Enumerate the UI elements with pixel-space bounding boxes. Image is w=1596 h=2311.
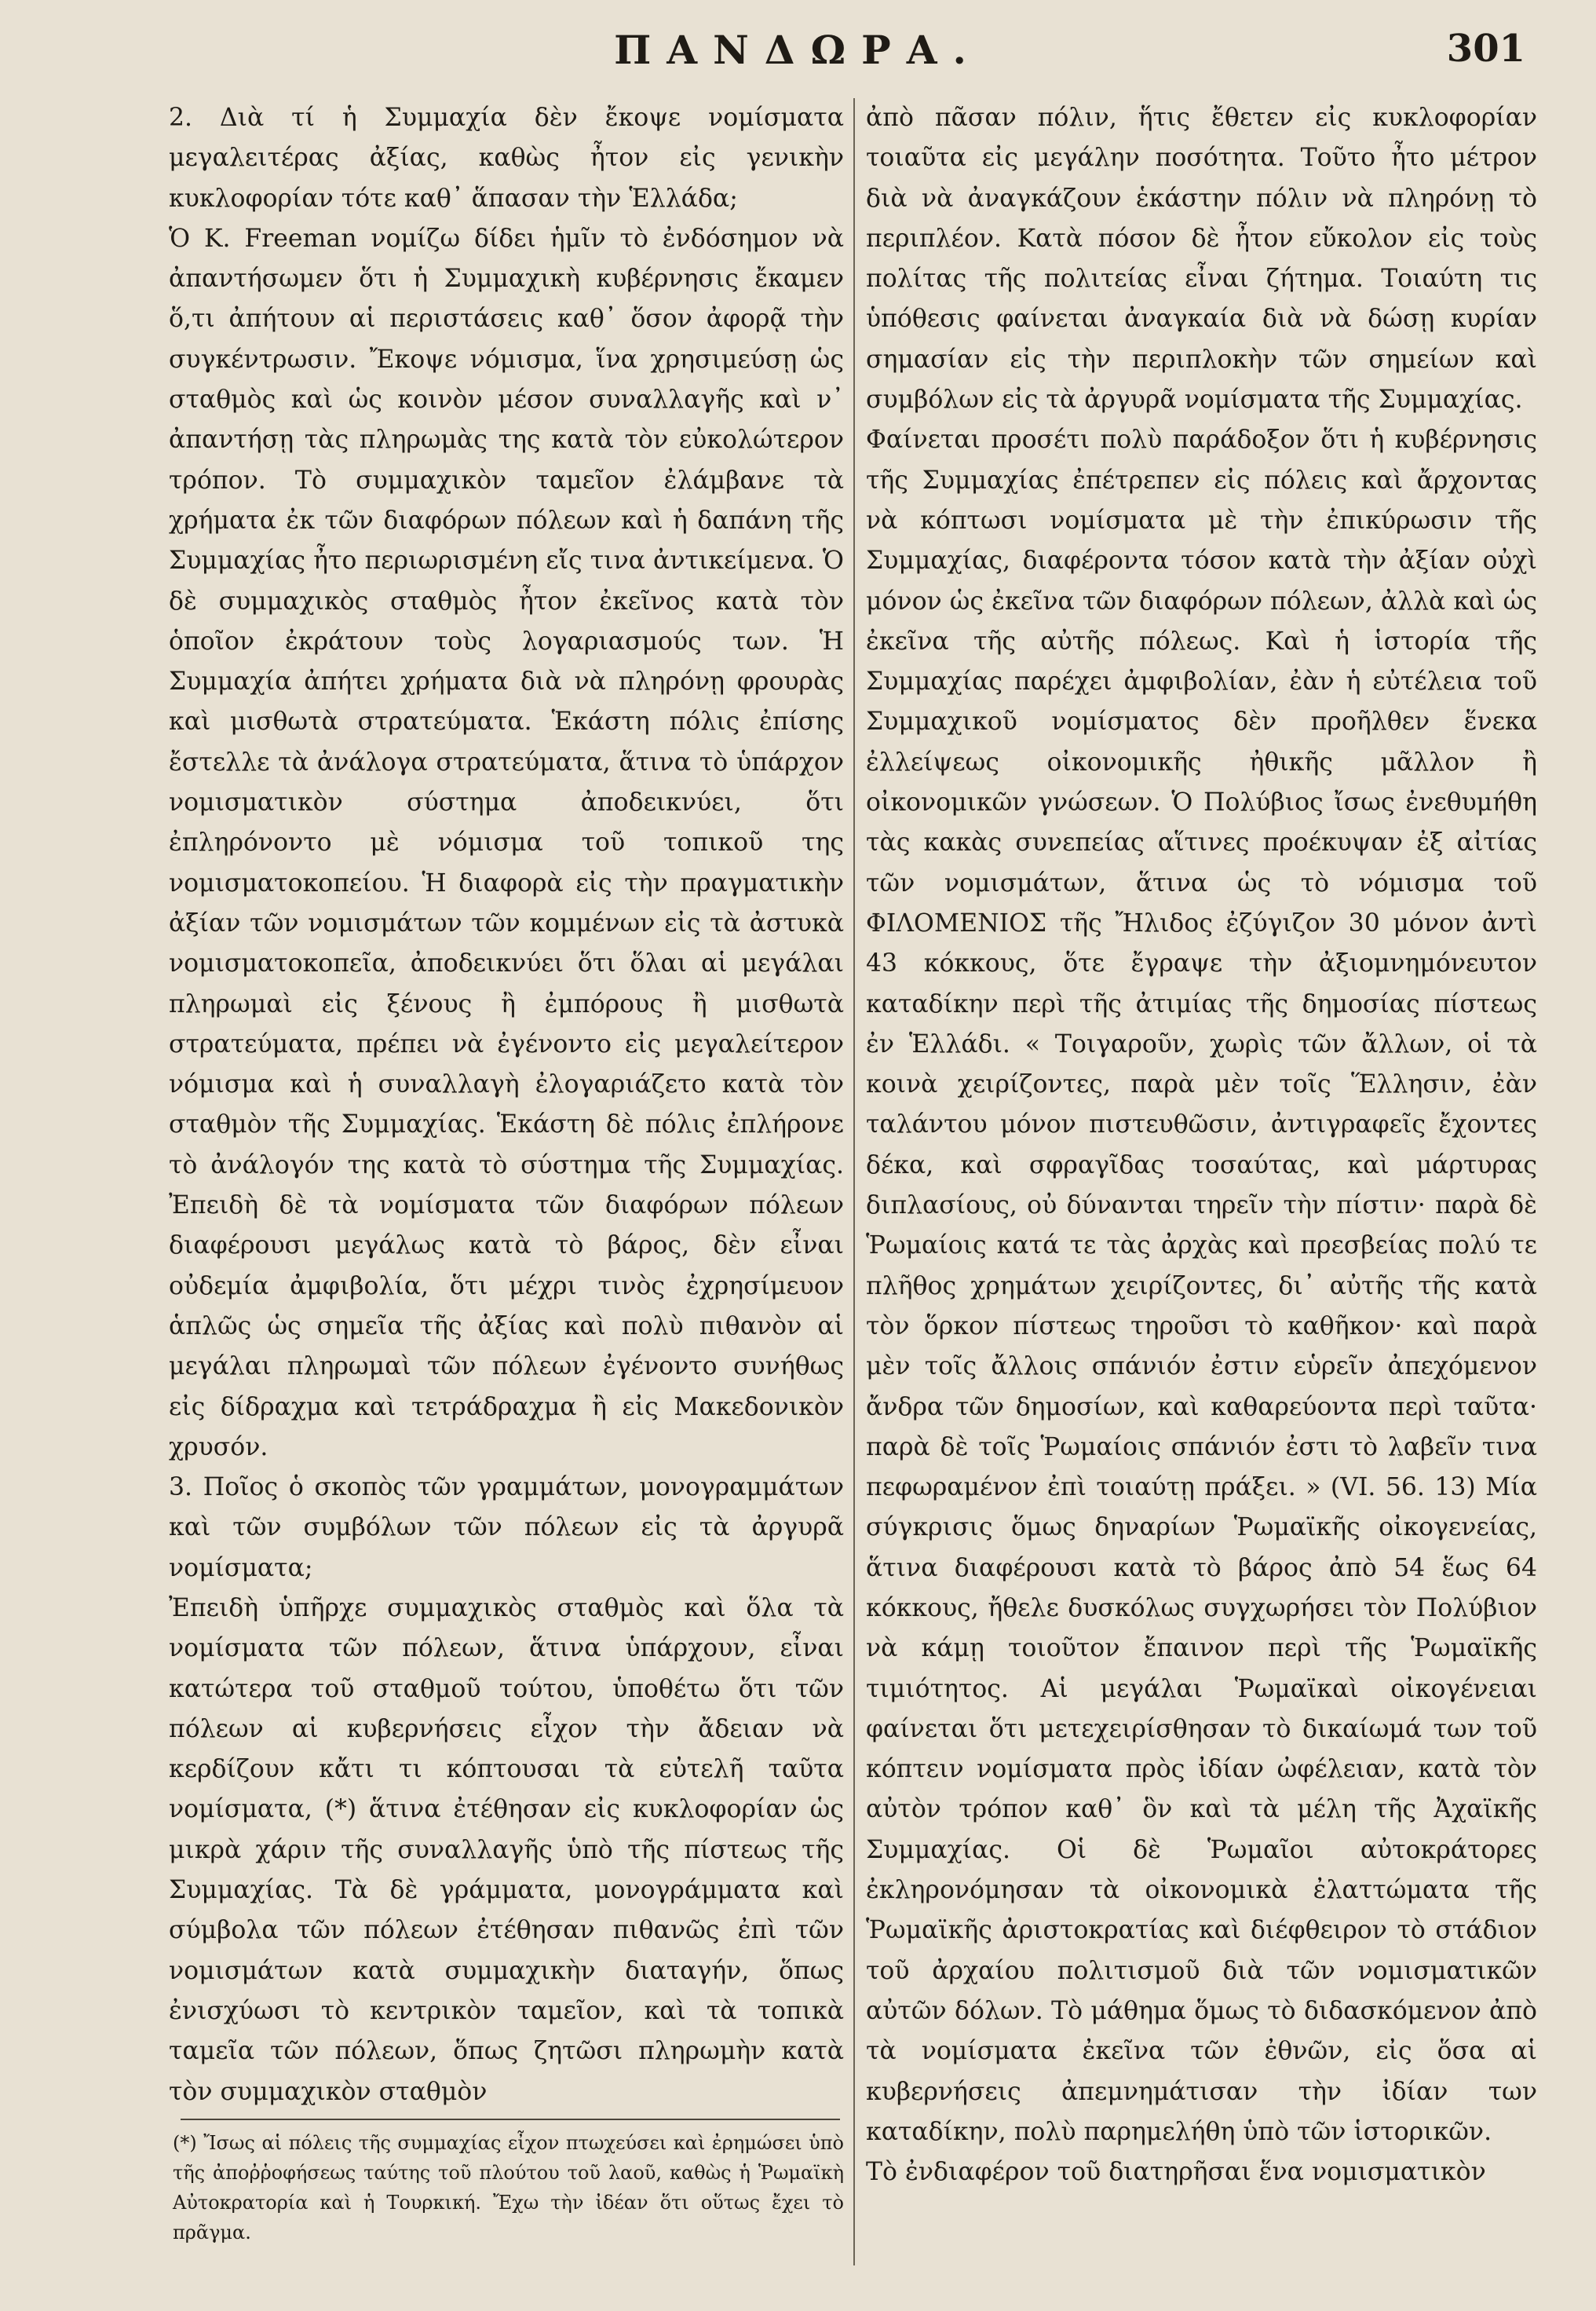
column-divider bbox=[853, 98, 855, 2265]
question-2: 2. Διὰ τί ἡ Συμμαχία δὲν ἔκοψε νομίσματα μεγαλειτέρας ἀξίας, καθὼς ἦτον εἰς γενικὴν κυκλοφορίαν τότε καθ᾽ ἅπασαν τὴν Ἑλλάδα; bbox=[169, 104, 844, 213]
answer-2: Ὁ Κ. Freeman νομίζω δίδει ἡμῖν τὸ ἐνδόσημον νὰ ἀπαντήσωμεν ὅτι ἡ Συμμαχικὴ κυβέρνησις ἔκαμεν ὅ,τι ἀπήτουν αἱ περιστάσεις καθ᾽ ὅσον ἀφορᾷ τὴν συγκέντρωσιν. Ἔκοψε νόμισμα, ἵνα χρησιμεύσῃ ὡς σταθμὸς καὶ ὡς κοινὸν μέσον συναλλαγῆς καὶ ν᾽ ἀπαντήσῃ τὰς πληρωμὰς της κατὰ τὸν εὐκολώτερον τρόπον. Τὸ συμμαχικὸν ταμεῖον ἐλάμβανε τὰ χρήματα ἐκ τῶν διαφόρων πόλεων καὶ ἡ δαπάνη τῆς Συμμαχίας ἦτο περιωρισμένη εἴς τινα ἀντικείμενα. Ὁ δὲ συμμαχικὸς σταθμὸς ἦτον ἐκεῖνος κατὰ τὸν ὁποῖον ἐκράτουν τοὺς λογαριασμούς των. Ἡ Συμμαχία ἀπήτει χρήματα διὰ νὰ πληρόνῃ φρουρὰς καὶ μισθωτὰ στρατεύματα. Ἑκάστη πόλις ἐπίσης ἔστελλε τὰ ἀνάλογα στρατεύματα, ἅτινα τὸ ὑπάρχον νομισματικὸν σύστημα ἀποδεικνύει, ὅτι ἐπληρόνοντο μὲ νόμισμα τοῦ τοπικοῦ της νομισματοκοπείου. Ἡ διαφορὰ εἰς τὴν πραγματικὴν ἀξίαν τῶν νομισμάτων τῶν κομμένων εἰς τὰ ἀστυκὰ νομισματοκοπεῖα, ἀποδεικνύει ὅτι ὅλαι αἱ μεγάλαι πληρωμαὶ εἰς ξένους ἢ ἐμπόρους ἢ μισθωτὰ στρατεύματα, πρέπει νὰ ἐγένοντο εἰς μεγαλείτερον νόμισμα καὶ ἡ συναλλαγὴ ἐλογαριάζετο κατὰ τὸν σταθμὸν τῆς Συμμαχίας. Ἑκάστη δὲ πόλις ἐπλήρονε τὸ ἀνάλογόν της κατὰ τὸ σύστημα τῆς Συμμαχίας. Ἐπειδὴ δὲ τὰ νομίσματα τῶν διαφόρων πόλεων διαφέρουσι μεγάλως κατὰ τὸ βάρος, δὲν εἶναι οὐδεμία ἀμφιβολία, ὅτι μέχρι τινὸς ἐχρησίμευον ἁπλῶς ὡς σημεῖα τῆς ἀξίας καὶ πολὺ πιθανὸν αἱ μεγάλαι πληρωμαὶ τῶν πόλεων ἐγένοντο συνήθως εἰς δίδραχμα καὶ τετράδραχμα ἢ εἰς Μακεδονικὸν χρυσόν. bbox=[169, 224, 844, 1461]
running-title: ΠΑΝΔΩΡΑ. bbox=[614, 27, 982, 73]
polybius-paragraph: Φαίνεται προσέτι πολὺ παράδοξον ὅτι ἡ κυβέρνησις τῆς Συμμαχίας ἐπέτρεπεν εἰς πόλεις καὶ ἄρχοντας νὰ κόπτωσι νομίσματα μὲ τὴν ἐπικύρωσιν τῆς Συμμαχίας, διαφέροντα τόσον κατὰ τὴν ἀξίαν οὐχὶ μόνον ὡς ἐκεῖνα τῶν διαφόρων πόλεων, ἀλλὰ καὶ ὡς ἐκεῖνα τῆς αὐτῆς πόλεως. Καὶ ἡ ἱστορία τῆς Συμμαχίας παρέχει ἀμφιβολίαν, ἐὰν ἡ εὐτέλεια τοῦ Συμμαχικοῦ νομίσματος δὲν προῆλθεν ἕνεκα ἐλλείψεως οἰκονομικῆς ἠθικῆς μᾶλλον ἢ οἰκονομικῶν γνώσεων. Ὁ Πολύβιος ἴσως ἐνεθυμήθη τὰς κακὰς συνεπείας αἵτινες προέκυψαν ἐξ αἰτίας τῶν νομισμάτων, ἅτινα ὡς τὸ νόμισμα τοῦ ΦΙΛΟΜΕΝΙΟΣ τῆς Ἤλιδος ἐζύγιζον 30 μόνον ἀντὶ 43 κόκκους, ὅτε ἔγραψε τὴν ἀξιομνημόνευτον καταδίκην περὶ τῆς ἀτιμίας τῆς δημοσίας πίστεως ἐν Ἑλλάδι. « Τοιγαροῦν, χωρὶς τῶν ἄλλων, οἱ τὰ κοινὰ χειρίζοντες, παρὰ μὲν τοῖς Ἕλλησιν, ἐὰν ταλάντου μόνον πιστευθῶσιν, ἀντιγραφεῖς ἔχοντες δέκα, καὶ σφραγῖδας τοσαύτας, καὶ μάρτυρας διπλασίους, οὐ δύνανται τηρεῖν τὴν πίστιν· παρὰ δὲ Ῥωμαίοις κατά τε τὰς ἀρχὰς καὶ πρεσβείας πολύ τε πλῆθος χρημάτων χειρίζοντες, δι᾽ αὐτῆς τῆς κατὰ τὸν ὅρκον πίστεως τηροῦσι τὸ καθῆκον· καὶ παρὰ μὲν τοῖς ἄλλοις σπάνιόν ἐστιν εὑρεῖν ἀπεχόμενον ἄνδρα τῶν δημοσίων, καὶ καθαρεύοντα περὶ ταῦτα· παρὰ δὲ τοῖς Ῥωμαίοις σπάνιόν ἐστι τὸ λαβεῖν τινα πεφωραμένον ἐπὶ τοιαύτῃ πράξει. » (VI. 56. 13) Μία σύγκρισις ὅμως δηναρίων Ῥωμαϊκῆς οἰκογενείας, ἅτινα διαφέρουσι κατὰ τὸ βάρος ἀπὸ 54 ἕως 64 κόκκους, ἤθελε δυσκόλως συγχωρήσει τὸν Πολύβιον νὰ κάμῃ τοιοῦτον ἔπαινον περὶ τῆς Ῥωμαϊκῆς τιμιότητος. Αἱ μεγάλαι Ῥωμαϊκαὶ οἰκογένειαι φαίνεται ὅτι μετεχειρίσθησαν τὸ δικαίωμά των τοῦ κόπτειν νομίσματα πρὸς ἰδίαν ὠφέλειαν, κατὰ τὸν αὐτὸν τρόπον καθ᾽ ὃν καὶ τὰ μέλη τῆς Ἀχαϊκῆς Συμμαχίας. Οἱ δὲ Ῥωμαῖοι αὐτοκράτορες ἐκληρονόμησαν τὰ οἰκονομικὰ ἐλαττώματα τῆς Ῥωμαϊκῆς ἀριστοκρατίας καὶ διέφθειρον τὸ στάδιον τοῦ ἀρχαίου πολιτισμοῦ διὰ τῶν νομισματικῶν αὐτῶν δόλων. Τὸ μάθημα ὅμως τὸ διδασκόμενον ἀπὸ τὰ νομίσματα ἐκεῖνα τῶν ἐθνῶν, εἰς ὅσα αἱ κυβερνήσεις ἀπεμνημάτισαν τὴν ἰδίαν των καταδίκην, πολὺ παρημελήθη ὑπὸ τῶν ἱστορικῶν. bbox=[866, 426, 1537, 2146]
answer-3: Ἐπειδὴ ὑπῆρχε συμμαχικὸς σταθμὸς καὶ ὅλα τὰ νομίσματα τῶν πόλεων, ἅτινα ὑπάρχουν, εἶναι κατώτερα τοῦ σταθμοῦ τούτου, ὑποθέτω ὅτι τῶν πόλεων αἱ κυβερνήσεις εἶχον τὴν ἄδειαν νὰ κερδίζουν κἄτι τι κόπτουσαι τὰ εὐτελῆ ταῦτα νομίσματα, (*) ἅτινα ἐτέθησαν εἰς κυκλοφορίαν ὡς μικρὰ χάριν τῆς συναλλαγῆς ὑπὸ τῆς πίστεως τῆς Συμμαχίας. Τὰ δὲ γράμματα, μονογράμματα καὶ σύμβολα τῶν πόλεων ἐτέθησαν πιθανῶς ἐπὶ τῶν νομισμάτων κατὰ συμμαχικὴν διαταγήν, ὅπως ἐνισχύωσι τὸ κεντρικὸν ταμεῖον, καὶ τὰ τοπικὰ ταμεῖα τῶν πόλεων, ὅπως ζητῶσι πληρωμὴν κατὰ τὸν συμμαχικὸν σταθμὸν bbox=[169, 1593, 844, 2106]
answer-3-continued: ἀπὸ πᾶσαν πόλιν, ἥτις ἔθετεν εἰς κυκλοφορίαν τοιαῦτα εἰς μεγάλην ποσότητα. Τοῦτο ἦτο μέτρον διὰ νὰ ἀναγκάζουν ἑκάστην πόλιν νὰ πληρόνῃ τὸ περιπλέον. Κατὰ πόσον δὲ ἦτον εὔκολον εἰς τοὺς πολίτας τῆς πολιτείας εἶναι ζήτημα. Τοιαύτη τις ὑπόθεσις φαίνεται ἀναγκαία διὰ νὰ δώσῃ κυρίαν σημασίαν εἰς τὴν περιπλοκὴν τῶν σημείων καὶ συμβόλων εἰς τὰ ἀργυρᾶ νομίσματα τῆς Συμμαχίας. bbox=[866, 104, 1537, 415]
question-3: 3. Ποῖος ὁ σκοπὸς τῶν γραμμάτων, μονογραμμάτων καὶ τῶν συμβόλων τῶν πόλεων εἰς τὰ ἀργυρᾶ νομίσματα; bbox=[169, 1473, 844, 1582]
page-header bbox=[0, 24, 1596, 86]
footnote bbox=[173, 2128, 844, 2247]
page-number: 301 bbox=[1446, 27, 1525, 71]
footnote-rule bbox=[181, 2119, 840, 2120]
left-column bbox=[169, 98, 844, 2112]
footnote-text: (*) Ἴσως αἱ πόλεις τῆς συμμαχίας εἶχον πτωχεύσει καὶ ἐρημώσει ὑπὸ τῆς ἀποῤῥοφήσεως ταύτης τοῦ πλούτου τοῦ λαοῦ, καθὼς ἡ Ῥωμαϊκὴ Αὐτοκρατορία καὶ ἡ Τουρκική. Ἔχω τὴν ἰδέαν ὅτι οὕτως ἔχει τὸ πρᾶγμα. bbox=[173, 2132, 844, 2243]
right-column bbox=[866, 98, 1537, 2192]
closing-line: Τὸ ἐνδιαφέρον τοῦ διατηρῆσαι ἕνα νομισματικὸν bbox=[866, 2158, 1486, 2187]
